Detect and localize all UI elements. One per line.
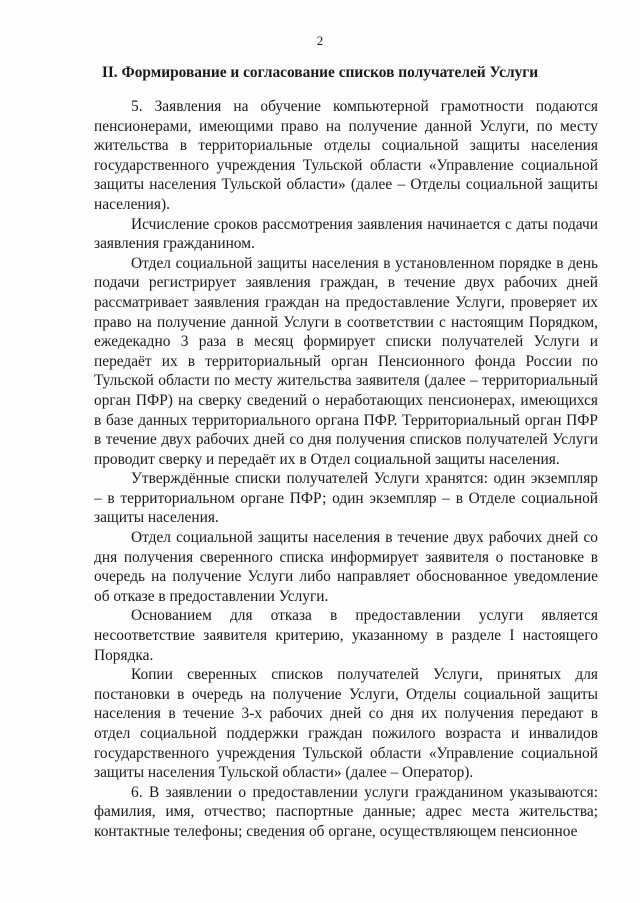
paragraph-list-copies: Копии сверенных списков получателей Услуги, принятых для постановки в очередь на получение Услуги, Отделы социальной защиты населения в течение 3-х рабочих дней со дня их получения передают в отдел социальной поддержки граждан пожилого возраста и инвалидов государственного учреждения Тульской области «Управление социальной защиты населения Тульской области» (далее – Оператор). — [94, 666, 598, 782]
paragraph-department-procedure: Отдел социальной защиты населения в установленном порядке в день подачи регистрирует заявления граждан, в течение двух рабочих дней рассматривает заявления граждан на предоставление Услуги, проверяет их право на получение данной Услуги в соответствии с настоящим Порядком, ежедекадно 3 раза в месяц формирует списки получателей Услуги и передаёт их в территориальный орган Пенсионного фонда России по Тульской области по месту жительства заявителя (далее – территориальный орган ПФР) на сверку сведений о неработающих пенсионерах, имеющихся в базе данных территориального органа ПФР. Территориальный орган ПФР в течение двух рабочих дней со дня получения списков получателей Услуги проводит сверку и передаёт их в Отдел социальной защиты населения. — [94, 254, 598, 468]
page-number: 2 — [316, 33, 324, 48]
paragraph-deadline-calculation: Исчисление сроков рассмотрения заявления начинается с даты подачи заявления гражданином. — [94, 215, 598, 253]
paragraph-item-6: 6. В заявлении о предоставлении услуги гражданином указываются: фамилия, имя, отчество; паспортные данные; адрес места жительства; контактные телефоны; сведения об органе, осуществляющем пенсионное — [94, 783, 598, 840]
paragraph-item-5: 5. Заявления на обучение компьютерной грамотности подаются пенсионерами, имеющими право на получение данной Услуги, по месту жительства в территориальные отделы социальной защиты населения государственного учреждения Тульской области «Управление социальной защиты населения Тульской области» (далее – Отделы социальной защиты населения). — [94, 98, 598, 213]
paragraph-applicant-notification: Отдел социальной защиты населения в течение двух рабочих дней со дня получения сверенного списка информирует заявителя о постановке в очередь на получение Услуги либо направляет обоснованное уведомление об отказе в предоставлении Услуги. — [94, 529, 598, 605]
document-body — [94, 97, 598, 842]
section-title: II. Формирование и согласование списков получателей Услуги — [101, 64, 539, 81]
paragraph-lists-storage: Утверждённые списки получателей Услуги хранятся: один экземпляр – в территориальном органе ПФР; один экземпляр – в Отделе социальной защиты населения. — [94, 470, 598, 527]
paragraph-refusal-grounds: Основанием для отказа в предоставлении услуги является несоответствие заявителя критерию, указанному в разделе I настоящего Порядка. — [94, 607, 598, 664]
